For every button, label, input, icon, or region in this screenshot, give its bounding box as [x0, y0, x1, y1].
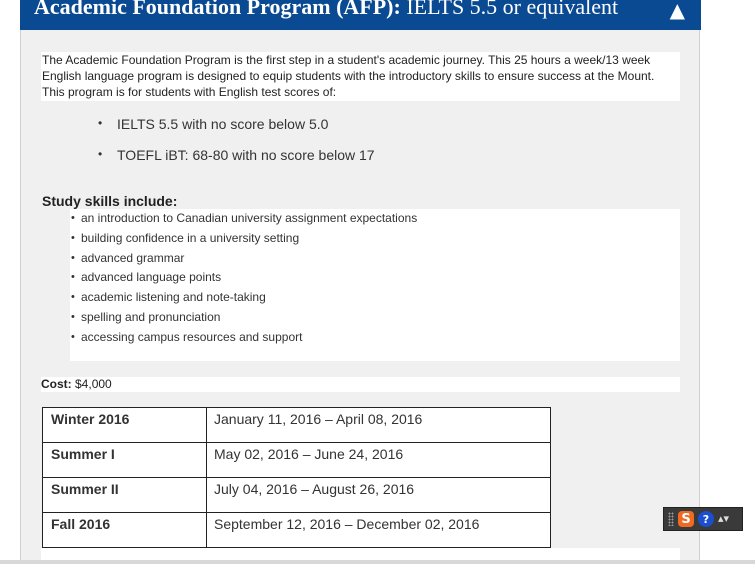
date-range-cell: January 11, 2016 – April 08, 2016	[207, 408, 551, 443]
skill-item: • an introduction to Canadian university assignment expectations	[70, 210, 680, 230]
skill-item: • building confidence in a university setting	[70, 230, 680, 250]
table-row	[43, 443, 551, 478]
requirement-item: • IELTS 5.5 with no score below 5.0	[96, 116, 375, 147]
skill-item: • spelling and pronunciation	[70, 309, 680, 329]
more-icon[interactable]: ▴▾	[718, 512, 730, 525]
table-row	[43, 478, 551, 513]
date-range-cell: May 02, 2016 – June 24, 2016	[207, 443, 551, 478]
grip-icon[interactable]	[668, 512, 674, 526]
help-icon[interactable]: ?	[698, 511, 714, 527]
session-dates-table	[42, 407, 551, 548]
floating-toolbar-widget[interactable]	[663, 507, 743, 531]
table-row	[43, 513, 551, 548]
term-cell: Summer II	[43, 478, 207, 513]
requirements-list	[96, 116, 375, 178]
title-bold: Academic Foundation Program (AFP):	[34, 0, 401, 19]
requirement-item: • TOEFL iBT: 68-80 with no score below 17	[96, 147, 375, 178]
date-range-cell: July 04, 2016 – August 26, 2016	[207, 478, 551, 513]
skills-list	[70, 209, 680, 349]
skill-item: • advanced grammar	[70, 250, 680, 270]
term-cell: Summer I	[43, 443, 207, 478]
skill-item: • advanced language points	[70, 269, 680, 289]
skill-item: • academic listening and note-taking	[70, 289, 680, 309]
skill-item: • accessing campus resources and support	[70, 329, 680, 349]
accordion-header[interactable]	[20, 0, 701, 30]
title-rest: IELTS 5.5 or equivalent	[400, 0, 619, 19]
cost-value: $4,000	[71, 377, 112, 391]
accordion-panel	[20, 30, 700, 564]
cost-row	[41, 377, 680, 392]
term-cell: Fall 2016	[43, 513, 207, 548]
collapse-arrow-icon[interactable]: ▲	[669, 0, 685, 22]
accordion-title	[34, 0, 618, 20]
skills-box	[70, 209, 680, 361]
skills-heading: Study skills include:	[42, 193, 178, 209]
table-row	[43, 408, 551, 443]
term-cell: Winter 2016	[43, 408, 207, 443]
cost-label: Cost:	[41, 377, 72, 391]
s-logo-icon[interactable]: S	[678, 511, 694, 527]
date-range-cell: September 12, 2016 – December 02, 2016	[207, 513, 551, 548]
intro-paragraph: The Academic Foundation Program is the first step in a student's academic journey. This 25 hours a week/13 week English language program is designed to equip students with the introductory skills to ensure success at the Mount. This program is for students with English test scores of:	[41, 52, 680, 101]
horizontal-scrollbar[interactable]	[0, 560, 755, 564]
